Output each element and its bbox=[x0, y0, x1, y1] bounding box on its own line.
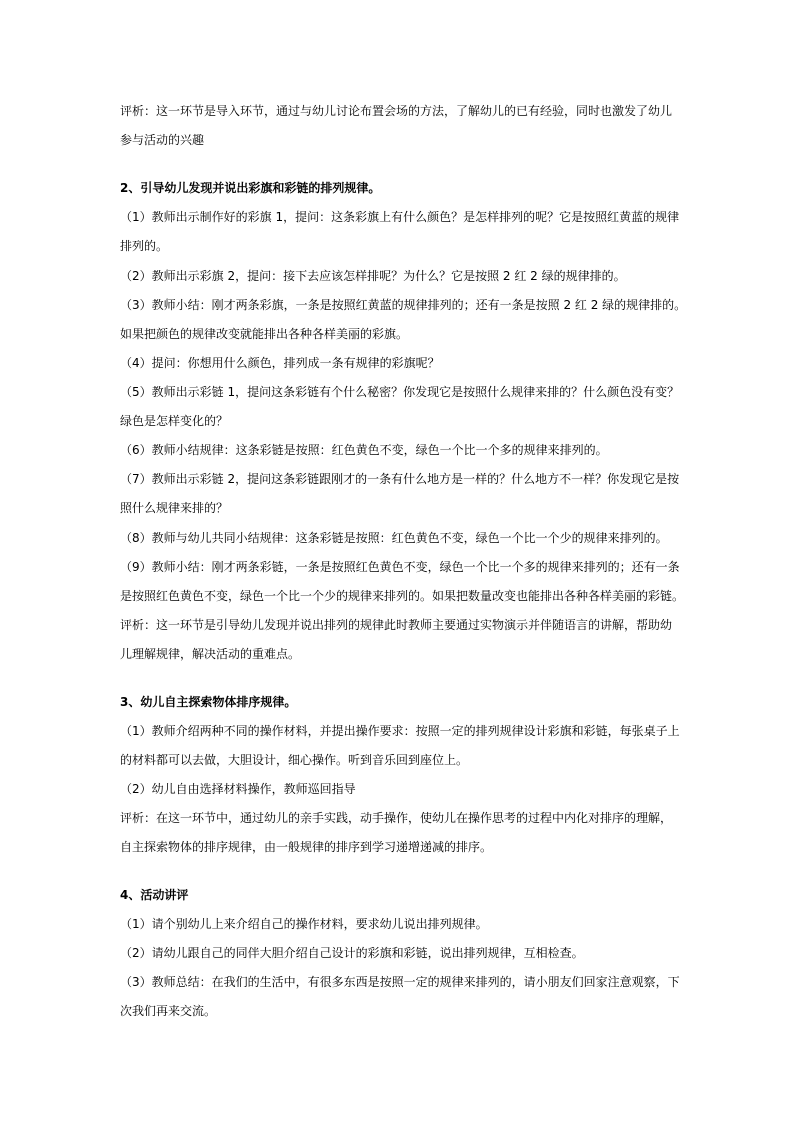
paragraph-line: （4）提问：你想用什么颜色，排列成一条有规律的彩旗呢？ bbox=[120, 356, 440, 370]
paragraph-line: （8）教师与幼儿共同小结规律：这条彩链是按照：红色黄色不变，绿色一个比一个少的规律来排列的。 bbox=[120, 531, 668, 545]
paragraph-line: （1）教师出示制作好的彩旗 1，提问：这条彩旗上有什么颜色？是怎样排列的呢？它是按照红黄蓝的规律 bbox=[120, 210, 680, 224]
paragraph-line: 次我们再来交流。 bbox=[120, 1004, 217, 1018]
paragraph-line: 参与活动的兴趣 bbox=[120, 133, 205, 147]
paragraph-line: 评析：这一环节是引导幼儿发现并说出排列的规律此时教师主要通过实物演示并伴随语言的讲解，帮助幼 bbox=[120, 618, 673, 632]
paragraph-line: （3）教师总结：在我们的生活中，有很多东西是按照一定的规律来排列的，请小朋友们回家注意观察，下 bbox=[120, 975, 680, 989]
paragraph-line: （5）教师出示彩链 1，提问这条彩链有个什么秘密？你发现它是按照什么规律来排的？什么颜色没有变？ bbox=[120, 385, 680, 399]
section-heading-4: 4、活动讲评 bbox=[120, 888, 189, 902]
paragraph-line: 是按照红色黄色不变，绿色一个比一个少的规律来排列的。如果把数量改变也能排出各种各样美丽的彩链。 bbox=[120, 589, 685, 603]
paragraph-line: （7）教师出示彩链 2，提问这条彩链跟刚才的一条有什么地方是一样的？什么地方不一样？你发现它是按 bbox=[120, 472, 680, 486]
section-heading-3: 3、幼儿自主探索物体排序规律。 bbox=[120, 695, 297, 709]
paragraph-line: 绿色是怎样变化的？ bbox=[120, 414, 229, 428]
paragraph-line: 排列的。 bbox=[120, 239, 169, 253]
paragraph-line: 评析：在这一环节中，通过幼儿的亲手实践，动手操作，使幼儿在操作思考的过程中内化对排序的理解， bbox=[120, 811, 673, 825]
paragraph-line: （2）请幼儿跟自己的同伴大胆介绍自己设计的彩旗和彩链，说出排列规律，互相检查。 bbox=[120, 946, 584, 960]
paragraph-line: 照什么规律来排的？ bbox=[120, 501, 229, 515]
paragraph-line: （9）教师小结：刚才两条彩链，一条是按照红色黄色不变，绿色一个比一个多的规律来排列的；还有一条 bbox=[120, 560, 680, 574]
paragraph-line: （1）教师介绍两种不同的操作材料，并提出操作要求：按照一定的排列规律设计彩旗和彩链，每张桌子上 bbox=[120, 724, 680, 738]
paragraph-line: （1）请个别幼儿上来介绍自己的操作材料，要求幼儿说出排列规律。 bbox=[120, 917, 488, 931]
paragraph-line: 如果把颜色的规律改变就能排出各种各样美丽的彩旗。 bbox=[120, 327, 409, 341]
paragraph-line: （6）教师小结规律：这条彩链是按照：红色黄色不变，绿色一个比一个多的规律来排列的。 bbox=[120, 443, 608, 457]
paragraph-line: 的材料都可以去做，大胆设计，细心操作。听到音乐回到座位上。 bbox=[120, 753, 469, 767]
paragraph-line: （2）幼儿自由选择材料操作，教师巡回指导 bbox=[120, 782, 356, 796]
paragraph-line: 自主探索物体的排序规律，由一般规律的排序到学习递增递减的排序。 bbox=[120, 840, 493, 854]
paragraph-line: 评析：这一环节是导入环节，通过与幼儿讨论布置会场的方法，了解幼儿的已有经验，同时也激发了幼儿 bbox=[120, 104, 673, 118]
paragraph-line: （3）教师小结：刚才两条彩旗，一条是按照红黄蓝的规律排列的；还有一条是按照 2 红 2 绿的规律排的。 bbox=[120, 298, 687, 312]
section-heading-2: 2、引导幼儿发现并说出彩旗和彩链的排列规律。 bbox=[120, 181, 381, 195]
paragraph-line: 儿理解规律，解决活动的重难点。 bbox=[120, 647, 301, 661]
paragraph-line: （2）教师出示彩旗 2，提问：接下去应该怎样排呢？为什么？它是按照 2 红 2 绿的规律排的。 bbox=[120, 269, 626, 283]
